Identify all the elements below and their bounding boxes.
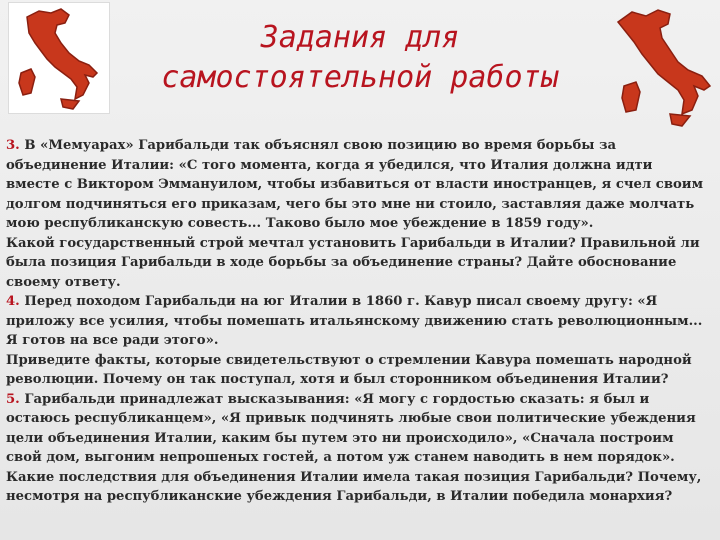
task-4-text <box>6 292 710 351</box>
task-quote: Перед походом Гарибальди на юг Италии в 1860 г. Кавур писал своему другу: «Я приложу все усилия, чтобы помешать итальянскому движению стать революционным... Я готов на все ради этого». <box>6 294 703 348</box>
task-3-question: Какой государственный строй мечтал установить Гарибальди в Италии? Правильной ли была позиция Гарибальди в ходе борьбы за объединение страны? Дайте обоснование своему ответу. <box>6 235 700 290</box>
task-quote: Гарибальди принадлежат высказывания: «Я могу с гордостью сказать: я был и остаюсь республиканцем», «Я привык подчинять любые свои политические убеждения цели объединения Италии, каким бы путем это ни происходило», «Сначала построим свой дом, выгоним непрошеных гостей, а потом уж станем наводить в нем порядок». <box>6 391 696 465</box>
task-3-text <box>6 136 710 234</box>
italy-map-icon <box>8 2 110 114</box>
task-5-text <box>6 390 710 468</box>
task-4-question: Приведите факты, которые свидетельствуют о стремлении Кавура помешать народной революции. Почему он так поступал, хотя и был сторонником объединения Италии? <box>6 352 692 387</box>
tasks-text <box>6 136 710 507</box>
task-number: 4. <box>6 294 20 309</box>
slide-title <box>110 18 610 98</box>
italy-map-icon <box>612 2 716 130</box>
title-line-1: Задания для <box>260 20 460 55</box>
task-5-question: Какие последствия для объединения Италии имела такая позиция Гарибальди? Почему, несмотря на республиканские убеждения Гарибальди, в Италии победила монархия? <box>6 469 702 504</box>
title-line-2: самостоятельной работы <box>161 60 559 95</box>
task-number: 3. <box>6 138 20 153</box>
task-quote: В «Мемуарах» Гарибальди так объяснял свою позицию во время борьбы за объединение Италии: «С того момента, когда я убедился, что Италия должна идти вместе с Виктором Эммануилом, чтобы избавиться от власти иностранцев, я счел своим долгом подчиняться его приказам, чего бы это мне ни стоило, заставляя даже молчать мою республиканскую совесть... Таково было мое убеждение в 1859 году». <box>6 138 704 231</box>
task-number: 5. <box>6 391 20 407</box>
italy-map-left-graphic <box>9 3 109 113</box>
italy-map-right-graphic <box>612 2 716 130</box>
